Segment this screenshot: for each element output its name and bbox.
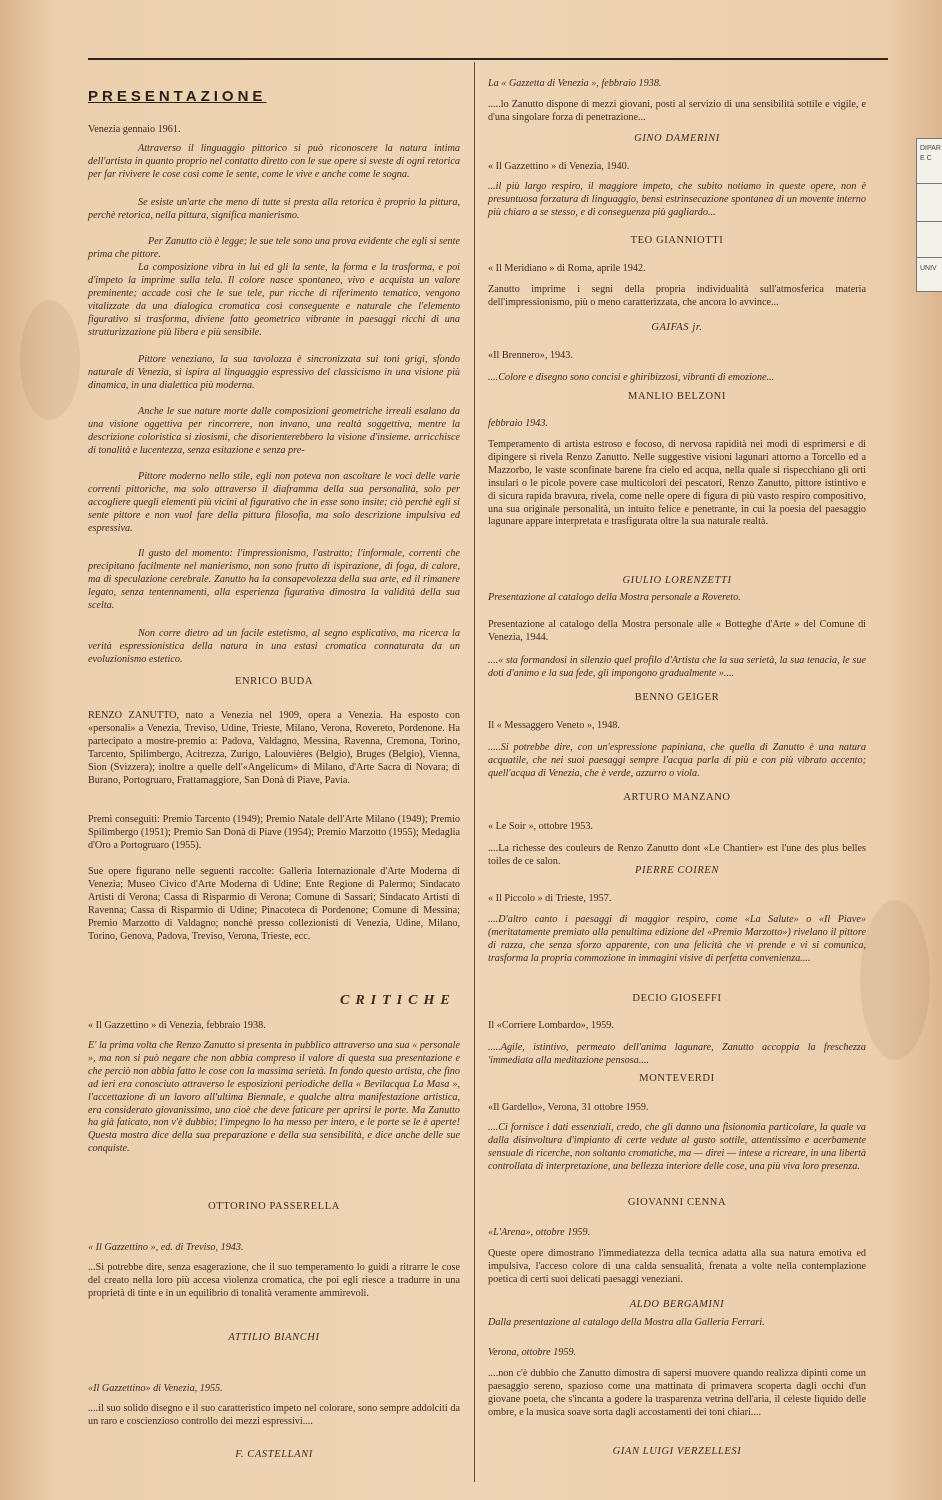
critique-text: ....Ci fornisce i dati essenziali, credo, che gli danno una fisionomia particolare, la quale va dalla disinvoltura d'impianto di certe vedute al gusto sottile, attentissimo e acerbamente sensuale di ricerche, non soltanto cromatiche, ma — direi — intese a ricreare, in una libertà controllata di interpretazione, una bellezza interiore delle cose, una più viva loro presenza. — [488, 1122, 866, 1172]
critique-signature: MONTEVERDI — [639, 1073, 715, 1084]
critique-text: Temperamento di artista estroso e focoso, di nervosa rapidità nei modi di esprimersi e di dipingere si rivela Renzo Zanutto. Nelle suggestive visioni lagunari attorno a Torcello ed a Mazzorbo, le vaste sconfinate barene fra cielo ed acqua, nella quale si rispecchiano gli orti insulari o le picole povere case multicolori dei pescatori, Renzo Zanutto, pittore istintivo e di sicura rapida bravura, rivela, come nelle opere di figura di più vasto respiro compositivo, una sua originale personalità, un intuito felice e penetrante, in cui la poesia del paesaggio lagunare appare interpretata e trasfigurata oltre la sua naturale realtà. — [488, 439, 866, 528]
critique-source: « Il Piccolo » di Trieste, 1957. — [488, 893, 612, 904]
critique-source: febbraio 1943. — [488, 418, 548, 429]
critique-text: ...Si potrebbe dire, senza esagerazione, che il suo temperamento lo guidi a ritrarre le cose del creato nella loro più accesa violenza cromatica, che poi egli riesce a tradurre in una proprietà di tinte e in un equilibrio di tonalità veramente ammirevoli. — [88, 1262, 460, 1299]
critique-text: Queste opere dimostrano l'immediatezza della tecnica adatta alla sua natura emotiva ed impulsiva, l'acceso colore di una calda sensualità, frenata a volte nella contemplazione poetica di certi suoi delicati paesaggi veneziani. — [488, 1248, 866, 1285]
critique-text: .....Si potrebbe dire, con un'espressione papiniana, che quella di Zanutto è una natura acquatile, che nei suoi paesaggi sempre l'acqua parla di più e con più vibrato accento; quell'acqua di Venezia, che è verde, azzurro o viola. — [488, 742, 866, 779]
paper-stain — [860, 900, 930, 1060]
critique-source: « Il Gazzettino » di Venezia, 1940. — [488, 161, 630, 172]
critique-signature: BENNO GEIGER — [634, 692, 720, 703]
critique-source: «Il Gardello», Verona, 31 ottobre 1959. — [488, 1102, 649, 1113]
critique-signature: ARTURO MANZANO — [623, 792, 731, 803]
paragraph: Non corre dietro ad un facile estetismo, al segno esplicativo, ma ricerca la verità espressionistica della natura in una estasi cromatica connaturata da un evoluzionismo estetico. — [88, 628, 460, 665]
critique-source: « Il Gazzettino », ed. di Treviso, 1943. — [88, 1242, 244, 1253]
critique-source: « Il Meridiano » di Roma, aprile 1942. — [488, 263, 646, 274]
paragraph: Pittore moderno nello stile, egli non poteva non ascoltare le voci delle varie correnti pittoriche, ma solo attraverso il diaframma della sua personalità, solo per accogliere quegli elementi più vicini al figurativo che in esse sono insite; ciò perchè egli si sente pittore e non vuol fare della pittura filosofia, ma solo descrizione impulsiva ed espressiva. — [88, 471, 460, 534]
critique-signature: GINO DAMERINI — [634, 133, 720, 144]
stamp-line-1: DIPAR — [920, 145, 941, 152]
critique-source: « Il Gazzettino » di Venezia, febbraio 1938. — [88, 1020, 266, 1031]
critique-signature: MANLIO BELZONI — [628, 391, 726, 402]
critique-text: ....Colore e disegno sono concisi e ghiribizzosi, vibranti di emozione... — [488, 372, 775, 383]
section-title-critiche: CRITICHE — [340, 993, 456, 1008]
critique-text: ....« sta formandosi in silenzio quel profilo d'Artista che la sua serietà, la sua tenacia, le sue doti d'animo e la sua fede, gli impongono gradualmente ».... — [488, 655, 866, 679]
collections: Sue opere figurano nelle seguenti raccolte: Galleria Internazionale d'Arte Moderna di Venezia; Museo Civico d'Arte Moderna di Udine; Ente Regione di Palermo; Sindacato Artisti di Verona; Cassa di Risparmio di Verona; Comune di Sassari; Sindacato Artisti di Ravenna; Cassa di Risparmio di Udine; Pinacoteca di Pordenone; Comune di Messina; Premio Marzotto di Valdagno; nonchè presso collezionisti di Venezia, Udine, Milano, Torino, Genova, Padova, Treviso, Verona, Trieste, ecc. — [88, 866, 460, 942]
stamp-rule — [917, 257, 942, 258]
critique-source: Presentazione al catalogo della Mostra personale alle « Botteghe d'Arte » del Comune di Venezia, 1944. — [488, 619, 866, 643]
critique-source: «Il Gazzettino» di Venezia, 1955. — [88, 1383, 223, 1394]
critique-signature: ATTILIO BIANCHI — [228, 1332, 320, 1343]
critique-source: Verona, ottobre 1959. — [488, 1347, 577, 1358]
top-rule — [88, 58, 888, 60]
critique-source: «L'Arena», ottobre 1959. — [488, 1227, 591, 1238]
critique-signature: PIERRE COIREN — [635, 865, 719, 876]
critique-source: «Il Brennero», 1943. — [488, 350, 573, 361]
critique-signature: GAIFAS jr. — [651, 322, 703, 333]
stamp-rule — [917, 183, 942, 184]
critique-note: Presentazione al catalogo della Mostra personale a Rovereto. — [488, 592, 741, 603]
paper-stain — [20, 300, 80, 420]
critique-signature: F. CASTELLANI — [235, 1449, 313, 1460]
column-divider — [474, 62, 475, 1482]
critique-source: Il « Messaggero Veneto », 1948. — [488, 720, 620, 731]
paragraph: Pittore veneziano, la sua tavolozza è sincronizzata sui toni grigi, sfondo naturale di Venezia, si ispira al linguaggio espressivo del classicismo in una visione più dinamica, in una dialettica più moderna. — [88, 354, 460, 391]
critique-text: Zanutto imprime i segni della propria individualità sull'atmosferica materia dell'impressionismo, più o meno caratterizzata, che ancora lo avvince... — [488, 284, 866, 308]
critique-text: ....La richesse des couleurs de Renzo Zanutto dont «Le Chantier» est l'une des plus belles toiles de ce salon. — [488, 843, 866, 867]
paragraph: La composizione vibra in lui ed gli la sente, la forma e la trasforma, e poi d'impeto la imprime sulla tela. Il colore nasce spontaneo, vivo e acquista un valore preminente; accade così che le sue tele, pur ricche di riferimento tematico, vengono vitalizzate da una dialogica cromatica così conseguente e naturale che l'elemento figurativo si trasforma, diviene fatto geometrico vibrante in paesaggi ricchi di una strutturizzazione più libera e più sensibile. — [88, 262, 460, 338]
stamp-line-2: E C — [920, 155, 932, 162]
paragraph: Per Zanutto ciò è legge; le sue tele sono una prova evidente che egli si sente prima che pittore. — [88, 236, 460, 260]
stamp-line-3: UNIV — [920, 265, 937, 272]
critique-text: .....lo Zanutto dispone di mezzi giovani, posti al servizio di una sensibilità sottile e vigile, e d'una singolare forza di penetrazione... — [488, 99, 866, 123]
biography: RENZO ZANUTTO, nato a Venezia nel 1909, opera a Venezia. Ha esposto con «personali» a Venezia, Treviso, Udine, Trieste, Milano, Verona, Rovereto, Pordenone. Ha partecipato a mostre-premio a: Padova, Valdagno, Messina, Ravenna, Cremona, Torino, Tarcento, Spilimbergo, Acitrezza, Zurigo, Lalouvières (Belgio), Bruges (Belgio), Vienna, Sion (Svizzera); inoltre a quelle dell'«Angelicum» di Milano, d'Arte Sacra di Novara; di Burano, Portogruaro, Frattamaggiore, San Donà di Piave, Pavia. — [88, 710, 460, 786]
critique-signature: GIAN LUIGI VERZELLESI — [612, 1446, 742, 1457]
library-stamp — [916, 138, 942, 292]
critique-source: La « Gazzetta di Venezia », febbraio 1938. — [488, 78, 662, 89]
paragraph: Anche le sue nature morte dalle composizioni geometriche irreali esalano da una visione oggettiva per rincorrere, non invano, una realtà soggettiva, mentre la descrizione coloristica si ziosismi, che disorienterebbero la visione d'insieme. arricchisce di tonalità e lucentezza, senza esitazione e senza pre- — [88, 406, 460, 456]
critique-text: ....il suo solido disegno e il suo caratteristico impeto nel colorare, sono sempre addolciti da un raro e coscienzioso controllo dei mezzi espressivi.... — [88, 1403, 460, 1427]
paragraph: Attraverso il linguaggio pittorico si può riconoscere la natura intima dell'artista in quanto proprio nel contatto diretto con le sue opere si sveste di ogni retorica per far rivivere le cose così come le sente, come le vive e anche come le sogna. — [88, 143, 460, 180]
critique-text: ....D'altro canto i paesaggi di maggior respiro, come «La Salute» o «Il Piave» (meritatamente premiato alla penultima edizione del «Premio Marzotto») rivelano il pittore di razza, che senza sforzo apparente, con una felicità che vi prende e vi si comunica, trasforma la propria commozione in immagini visive di perfetta convenienza.... — [488, 914, 866, 964]
critique-text: .....Agile, istintivo, permeato dell'anima lagunare, Zanutto accoppia la freschezza 'immediata alla meditazione pensosa.... — [488, 1042, 866, 1066]
critique-signature: GIULIO LORENZETTI — [622, 575, 732, 586]
stamp-rule — [917, 221, 942, 222]
critique-note: Dalla presentazione al catalogo della Mostra alla Galleria Ferrari. — [488, 1317, 765, 1328]
paragraph: Il gusto del momento: l'impressionismo, l'astratto; l'informale, correnti che precipitano facilmente nel manierismo, non sono frutto di ispirazione, di foga, di calore, ma di speculazione cerebrale. Zanutto ha la consapevolezza della sua arte, ed il rimanere legato, senza tentennamenti, alla esperienza figurativa dimostra la validità della sua scelta. — [88, 548, 460, 611]
author-signature: ENRICO BUDA — [234, 676, 314, 687]
critique-signature: ALDO BERGAMINI — [629, 1299, 725, 1310]
critique-source: « Le Soir », ottobre 1953. — [488, 821, 593, 832]
critique-signature: DECIO GIOSEFFI — [632, 993, 722, 1004]
paragraph: Se esiste un'arte che meno di tutte si presta alla retorica è proprio la pittura, perchè retorica, nella pittura, significa manierismo. — [88, 197, 460, 221]
presentation-date: Venezia gennaio 1961. — [88, 124, 181, 135]
critique-signature: OTTORINO PASSERELLA — [208, 1201, 340, 1212]
page-title: PRESENTAZIONE — [88, 88, 267, 105]
awards: Premi conseguiti: Premio Tarcento (1949); Premio Natale dell'Arte Milano (1949); Premio Spilimbergo (1951); Premio San Donà di Piave (1954); Premio Marzotto (1955); Medaglia d'Oro a Portogruaro (1955). — [88, 814, 460, 851]
critique-signature: GIOVANNI CENNA — [627, 1197, 727, 1208]
critique-text: ....non c'è dubbio che Zanutto dimostra di sapersi muovere quando realizza dipinti come un paesaggio sereno, spazioso come una mattinata di primavera scoperta dagli occhi d'un giovane poeta, che s'incanta a godere la trasparenza vetrina dell'aria, il celeste liquido delle ombre, e la musica soave sorta dagli accostamenti dei toni chiari.... — [488, 1368, 866, 1418]
critique-text: ...il più largo respiro, il maggiore impeto, che subito notiamo in queste opere, non è presuntuosa forzatura di linguaggio, bensì estrinsecazione spontanea di un movente interno più chiaro a se stesso, e di conseguenza più gagliardo... — [488, 181, 866, 218]
critique-signature: TEO GIANNIOTTI — [630, 235, 724, 246]
critique-source: Il «Corriere Lombardo», 1959. — [488, 1020, 614, 1031]
critique-text: E' la prima volta che Renzo Zanutto si presenta in pubblico attraverso una sua « personale », ma non si può negare che non abbia compreso il valore di questa sua presentazione e che perciò non abbia fatto le cose con la massima serietà. In fondo questo artista, che fino ad ieri era conosciuto attraverso le esposizioni periodiche della « Bevilacqua La Masa », l'accettazione di un lavoro all'ultima Biennale, e qualche altra manifestazione artistica, era considerato giovanissimo, uno cioè che deve faticare per aprirsi le porte. Ma Zanutto ha già faticato, non v'è dubbio; l'impegno lo ha messo per intero, e le porte se le è aperte! Questa mostra dice della sua preparazione e della sua sensibilità, e dice anche delle sue conquiste. — [88, 1040, 460, 1155]
